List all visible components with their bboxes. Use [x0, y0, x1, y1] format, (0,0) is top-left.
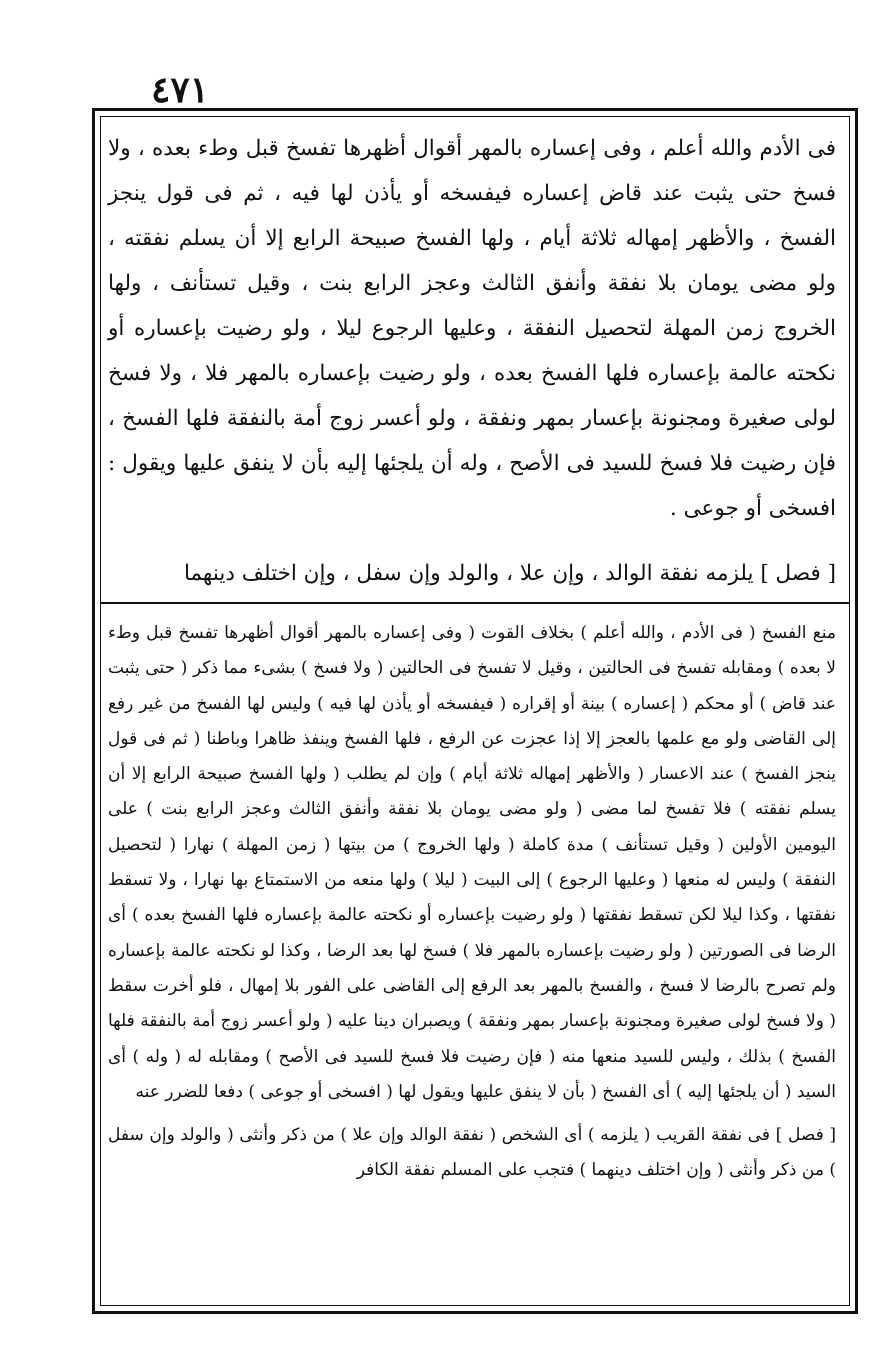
commentary — [108, 616, 836, 1189]
main-text-paragraph: فى الأدم والله أعلم ، وفى إعساره بالمهر أقوال أظهرها تفسخ قبل وطء بعده ، ولا فسخ حتى يثبت عند قاض إعساره فيفسخه أو يأذن لها فيه ، ثم فى قول ينجز الفسخ ، والأظهر إمهاله ثلاثة أيام ، ولها الفسخ صبيحة الرابع إلا أن يسلم نفقته ، ولو مضى يومان بلا نفقة وأنفق الثالث وعجز الرابع بنت ، وقيل تستأنف ، ولها الخروج زمن المهلة لتحصيل النفقة ، وعليها الرجوع ليلا ، ولو رضيت بإعساره أو نكحته عالمة بإعساره فلها الفسخ بعده ، ولو رضيت بإعساره بالمهر فلا ، ولا فسخ لولى صغيرة ومجنونة بإعسار بمهر ونفقة ، ولو أعسر زوج أمة بالنفقة فلها الفسخ ، فإن رضيت فلا فسخ للسيد فى الأصح ، وله أن يلجئها إليه بأن لا ينفق عليها ويقول : افسخى أو جوعى . — [108, 136, 836, 521]
page-number: ٤٧١ — [150, 69, 209, 111]
commentary-paragraph: منع الفسخ ( فى الأدم ، والله أعلم ) بخلاف القوت ( وفى إعساره بالمهر أقوال أظهرها تفسخ قبل وطء لا بعده ) ومقابله تفسخ فى الحالتين ، وقيل لا تفسخ فى الحالتين ( ولا فسخ ) بشىء مما ذكر ( حتى يثبت عند قاض ) أو محكم ( إعساره ) بينة أو إقراره ( فيفسخه أو يأذن لها فيه ) وليس لها الفسخ من غير رفع إلى القاضى ولو مع علمها بالعجز إلا إذا عجزت عن الرفع ، فلها الفسخ وينفذ ظاهرا وباطنا ( ثم فى قول ينجز الفسخ ) عند الاعسار ( والأظهر إمهاله ثلاثة أيام ) وإن لم يطلب ( ولها الفسخ صبيحة الرابع إلا أن يسلم نفقته ) فلا تفسخ لما مضى ( ولو مضى يومان بلا نفقة وأنفق الثالث وعجز الرابع بنت ) على اليومين الأولين ( وقيل تستأنف ) مدة كاملة ( ولها الخروج ) من بيتها ( زمن المهلة ) نهارا ( لتحصيل النفقة ) وليس له منعها ( وعليها الرجوع ) إلى البيت ( ليلا ) ولها منعه من الاستمتاع بها نهارا ، ولا تسقط نفقتها ، وكذا ليلا لكن تسقط نفقتها ( ولو رضيت بإعساره أو نكحته عالمة بإعساره فلها الفسخ بعده ) أى الرضا فى الصورتين ( ولو رضيت بإعساره بالمهر فلا ) فسخ لها بعد الرضا ، وكذا لو نكحته عالمة بإعساره ولم تصرح بالرضا لا فسخ ، والفسخ بالمهر بعد الرفع إلى القاضى على الفور بلا إمهال ، فلو أخرت سقط ( ولا فسخ لولى صغيرة ومجنونة بإعسار بمهر ونفقة ) ويصبران دينا عليه ( ولو أعسر زوج أمة بالنفقة فلها الفسخ ) بذلك ، وليس للسيد منعها منه ( فإن رضيت فلا فسخ للسيد فى الأصح ) ومقابله له ( وله ) أى السيد ( أن يلجئها إليه ) أى الفسخ ( بأن لا ينفق عليها ويقول لها ( افسخى أو جوعى ) دفعا للضرر عنه — [108, 623, 836, 1102]
commentary-chapter-paragraph: [ فصل ] فى نفقة القريب ( يلزمه ) أى الشخص ( نفقة الوالد وإن علا ) من ذكر وأنثى ( والولد وإن سفل ) من ذكر وأنثى ( وإن اختلف دينهما ) فتجب على المسلم نفقة الكافر — [108, 1125, 836, 1181]
section-divider — [100, 602, 850, 604]
chapter-heading: [ فصل ] يلزمه نفقة الوالد ، وإن علا ، والولد وإن سفل ، وإن اختلف دينهما — [183, 561, 836, 586]
main-text — [108, 126, 836, 531]
